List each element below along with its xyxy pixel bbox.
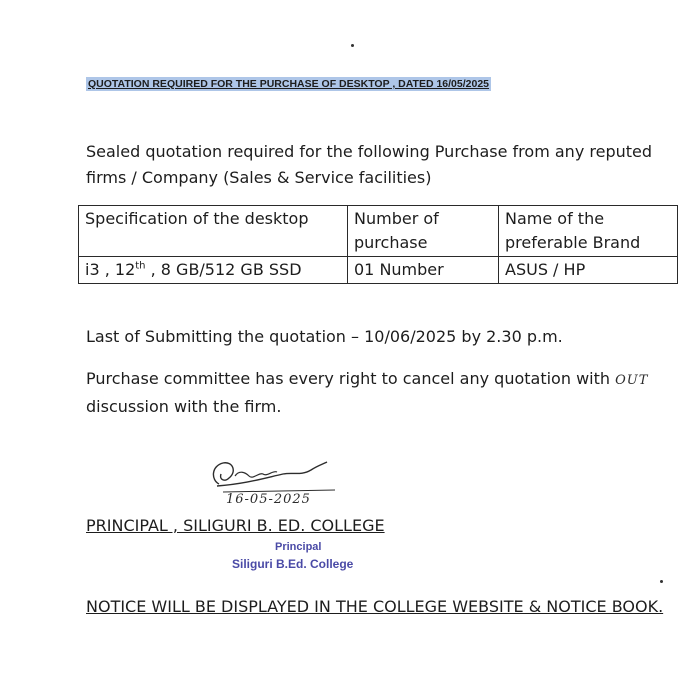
signature-date: 16-05-2025 bbox=[226, 492, 311, 507]
specification-table bbox=[78, 205, 678, 284]
stamp-line-2: Siliguri B.Ed. College bbox=[232, 557, 354, 571]
rights-text-continued: discussion with the firm. bbox=[86, 397, 282, 416]
handwritten-out: OUT bbox=[615, 373, 649, 388]
header-specification: Specification of the desktop bbox=[79, 206, 348, 257]
stamp-line-1: Principal bbox=[275, 541, 322, 553]
rights-paragraph bbox=[86, 366, 686, 420]
rights-text: Purchase committee has every right to cancel any quotation with bbox=[86, 369, 611, 388]
signature-icon bbox=[205, 454, 340, 496]
ink-dot bbox=[351, 44, 354, 47]
header-number: Number of purchase bbox=[348, 206, 499, 257]
spec-text: i3 , 12 bbox=[85, 260, 136, 279]
cell-specification bbox=[79, 257, 348, 284]
intro-paragraph: Sealed quotation required for the following Purchase from any reputed firms / Company (Sales & Service facilities) bbox=[86, 142, 653, 187]
cell-brand: ASUS / HP bbox=[499, 257, 678, 284]
spec-superscript: th bbox=[135, 260, 146, 272]
cell-number: 01 Number bbox=[348, 257, 499, 284]
ink-dot bbox=[660, 580, 663, 583]
document-heading: QUOTATION REQUIRED FOR THE PURCHASE OF DESKTOP , DATED 16/05/2025 bbox=[88, 78, 490, 90]
table-header-row bbox=[79, 206, 678, 257]
deadline-text: Last of Submitting the quotation – 10/06/2025 by 2.30 p.m. bbox=[86, 327, 563, 346]
header-brand: Name of the preferable Brand bbox=[499, 206, 678, 257]
principal-title: PRINCIPAL , SILIGURI B. ED. COLLEGE bbox=[86, 516, 385, 535]
spec-text-rest: , 8 GB/512 GB SSD bbox=[145, 260, 302, 279]
table-row bbox=[79, 257, 678, 284]
notice-text: NOTICE WILL BE DISPLAYED IN THE COLLEGE WEBSITE & NOTICE BOOK. bbox=[86, 597, 664, 616]
